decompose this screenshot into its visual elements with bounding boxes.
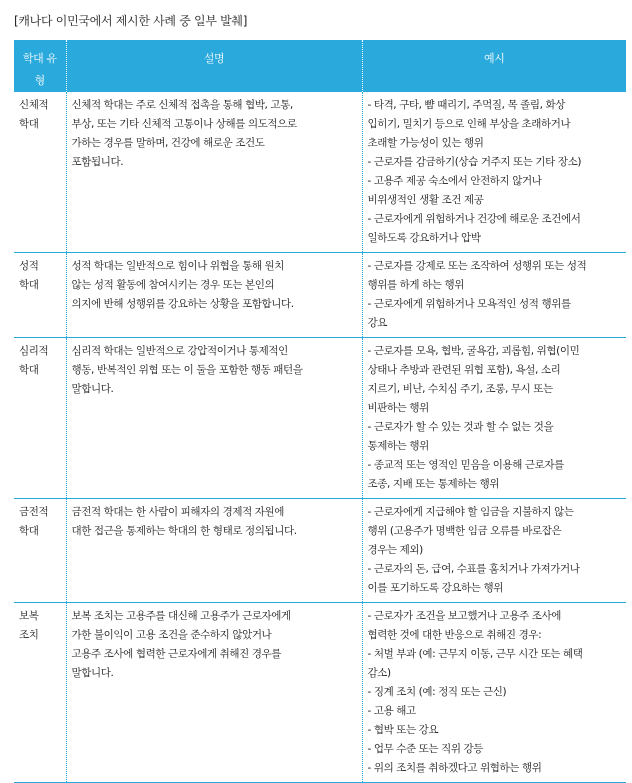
examples-cell-line: - 타격, 구타, 뺨 때리기, 주먹질, 목 졸림, 화상: [367, 99, 565, 111]
abuse-type-cell-line: 심리적: [19, 345, 49, 357]
examples-cell-line: 협력한 것에 대한 반응으로 취해진 경우:: [367, 629, 542, 641]
examples-cell-line: 초래할 가능성이 있는 행위: [367, 137, 484, 149]
description-cell: [66, 92, 362, 253]
examples-cell-line: - 업무 수준 또는 직위 강등: [367, 743, 484, 755]
table-row: [14, 603, 626, 783]
examples-cell-line: 행위 (고용주가 명백한 임금 오류를 바로잡은: [367, 525, 562, 537]
abuse-type-cell-line: 학대: [19, 279, 39, 291]
description-cell-line: 말합니다.: [71, 383, 114, 395]
abuse-type-cell-line: 학대: [19, 364, 39, 376]
description-cell: [66, 253, 362, 338]
examples-cell-line: - 근로자에게 위험하거나 모욕적인 성적 행위를: [367, 298, 571, 310]
examples-cell-line: 비위생적인 생활 조건 제공: [367, 194, 484, 206]
description-cell-line: 심리적 학대는 일반적으로 강압적이거나 통제적인: [71, 345, 288, 357]
examples-cell-line: - 근로자를 모욕, 협박, 굴욕감, 괴롭힘, 위협(이민: [367, 345, 580, 357]
abuse-type-cell: [14, 92, 66, 253]
examples-cell-line: 비판하는 행위: [367, 402, 429, 414]
table-body: [14, 92, 626, 783]
description-cell-line: 성적 학대는 일반적으로 힘이나 위협을 통해 원치: [71, 260, 284, 272]
examples-cell-line: - 종교적 또는 영적인 믿음을 이용해 근로자를: [367, 459, 564, 471]
description-cell-line: 포함됩니다.: [71, 156, 124, 168]
examples-cell-line: 행위를 하게 하는 행위: [367, 279, 464, 291]
examples-cell-line: 경우는 제외): [367, 544, 423, 556]
examples-cell-line: 감소): [367, 667, 391, 679]
examples-cell: [362, 253, 626, 338]
examples-cell-line: - 위의 조치를 취하겠다고 위협하는 행위: [367, 762, 542, 774]
examples-cell-line: - 징계 조치 (예: 정직 또는 근신): [367, 686, 507, 698]
examples-cell-line: - 협박 또는 강요: [367, 724, 439, 736]
examples-cell-line: 지르기, 비난, 수치심 주기, 조롱, 무시 또는: [367, 383, 553, 395]
description-cell-line: 의지에 반해 성행위를 강요하는 상황을 포함합니다.: [71, 298, 294, 310]
examples-cell-line: 상태나 추방과 관련된 위협 포함), 욕설, 소리: [367, 364, 561, 376]
abuse-type-cell-line: 조치: [19, 629, 39, 641]
description-cell-line: 말합니다.: [71, 667, 114, 679]
examples-cell: [362, 338, 626, 499]
description-cell: [66, 338, 362, 499]
header-type: 학대 유형: [14, 40, 66, 92]
description-cell-line: 신체적 학대는 주로 신체적 접촉을 통해 협박, 고통,: [71, 99, 293, 111]
table-row: [14, 92, 626, 253]
abuse-type-cell-line: 신체적: [19, 99, 49, 111]
examples-cell: [362, 603, 626, 783]
examples-cell-line: - 고용주 제공 숙소에서 안전하지 않거나: [367, 175, 542, 187]
abuse-type-cell-line: 성적: [19, 260, 39, 272]
abuse-type-cell: [14, 253, 66, 338]
description-cell-line: 행동, 반복적인 위협 또는 이 둘을 포함한 행동 패턴을: [71, 364, 303, 376]
examples-cell-line: - 처벌 부과 (예: 근무지 이동, 근무 시간 또는 혜택: [367, 648, 583, 660]
examples-cell-line: 입히기, 밀치기 등으로 인해 부상을 초래하거나: [367, 118, 571, 130]
abuse-type-cell-line: 보복: [19, 610, 39, 622]
examples-cell-line: - 고용 해고: [367, 705, 416, 717]
header-description: 설명: [66, 40, 362, 92]
description-cell-line: 않는 성적 활동에 참여시키는 경우 또는 본인의: [71, 279, 275, 291]
table-caption: [캐나다 이민국에서 제시한 사례 중 일부 발췌]: [14, 14, 248, 28]
examples-cell-line: 통제하는 행위: [367, 440, 429, 452]
description-cell-line: 보복 조치는 고용주를 대신해 고용주가 근로자에게: [71, 610, 291, 622]
description-cell-line: 고용주 조사에 협력한 근로자에게 취해진 경우를: [71, 648, 282, 660]
description-cell: [66, 499, 362, 603]
examples-cell-line: 일하도록 강요하거나 압박: [367, 232, 481, 244]
description-cell-line: 부상, 또는 기타 신체적 고통이나 상해를 의도적으로: [71, 118, 297, 130]
abuse-type-cell: [14, 499, 66, 603]
examples-cell-line: - 근로자에게 위험하거나 건강에 해로운 조건에서: [367, 213, 581, 225]
examples-cell-line: - 근로자에게 지급해야 할 임금을 지불하지 않는: [367, 506, 574, 518]
examples-cell: [362, 92, 626, 253]
examples-cell: [362, 499, 626, 603]
table-row: [14, 338, 626, 499]
examples-cell-line: - 근로자가 조건을 보고했거나 고용주 조사에: [367, 610, 561, 622]
abuse-type-cell-line: 금전적: [19, 506, 49, 518]
examples-cell-line: - 근로자가 할 수 있는 것과 할 수 없는 것을: [367, 421, 554, 433]
abuse-type-cell-line: 학대: [19, 118, 39, 130]
header-examples: 예시: [362, 40, 626, 92]
examples-cell-line: 이를 포기하도록 강요하는 행위: [367, 582, 503, 594]
abuse-type-cell: [14, 338, 66, 499]
description-cell-line: 대한 접근을 통제하는 학대의 한 형태로 정의됩니다.: [71, 525, 297, 537]
description-cell-line: 가하는 경우를 말하며, 건강에 해로운 조건도: [71, 137, 265, 149]
description-cell: [66, 603, 362, 783]
abuse-types-table: [14, 40, 626, 783]
examples-cell-line: - 근로자의 돈, 급여, 수표를 훔치거나 가져가거나: [367, 563, 580, 575]
description-cell-line: 금전적 학대는 한 사람이 피해자의 경제적 자원에: [71, 506, 284, 518]
abuse-type-cell-line: 학대: [19, 525, 39, 537]
abuse-type-cell: [14, 603, 66, 783]
description-cell-line: 가한 불이익이 고용 조건을 준수하지 않았거나: [71, 629, 272, 641]
table-row: [14, 499, 626, 603]
examples-cell-line: - 근로자를 강제로 또는 조작하여 성행위 또는 성적: [367, 260, 587, 272]
examples-cell-line: - 근로자를 감금하기(상습 거주지 또는 기타 장소): [367, 156, 582, 168]
examples-cell-line: 조종, 지배 또는 통제하는 행위: [367, 478, 500, 490]
table-header-row: [14, 40, 626, 92]
table-row: [14, 253, 626, 338]
examples-cell-line: 강요: [367, 317, 387, 329]
